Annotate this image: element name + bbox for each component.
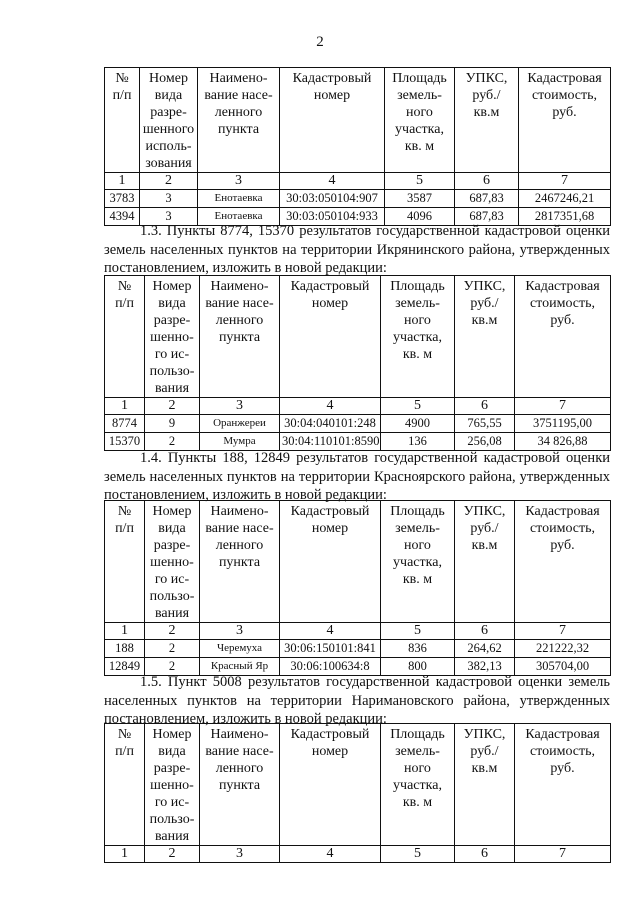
cell-cadastral-value: 305704,00: [515, 658, 611, 676]
column-number-row: [105, 846, 611, 863]
column-number: 1: [105, 623, 145, 640]
cell-row-number: 12849: [105, 658, 145, 676]
header-cell: Кадастровый номер: [280, 68, 385, 173]
header-row: [105, 501, 611, 623]
header-cell: Кадастровый номер: [280, 501, 381, 623]
column-number: 3: [200, 623, 280, 640]
header-cell: Кадастровая стоимость, руб.: [515, 501, 611, 623]
cell-cadastral-value: 2817351,68: [519, 208, 611, 226]
cell-use-type: 2: [145, 433, 200, 451]
cell-area: 4900: [381, 415, 455, 433]
header-cell: Номер вида разре- шенно- го ис- пользо- вания: [145, 724, 200, 846]
page-number: 2: [316, 34, 324, 50]
paragraph-1-4: 1.4. Пункты 188, 12849 результатов государственной кадастровой оценки земель населенных пунктов на территории Красноярского района, утвержденных постановлением, изложить в новой редакции:: [104, 450, 610, 503]
cell-area: 3587: [385, 190, 455, 208]
table-row: [105, 415, 611, 433]
cell-upks: 687,83: [455, 190, 519, 208]
paragraph-1-5: 1.5. Пункт 5008 результатов государственной кадастровой оценки земель населенных пунктов на территории Наримановского района, утвержденных постановлением, изложить в новой редакции:: [104, 674, 610, 727]
cell-use-type: 2: [145, 658, 200, 676]
column-number: 7: [515, 623, 611, 640]
header-cell: Наимено- вание насе- ленного пункта: [200, 501, 280, 623]
cell-cadastral-number: 30:06:150101:841: [280, 640, 381, 658]
table-1: [104, 67, 610, 226]
header-row: [105, 68, 611, 173]
column-number-row: [105, 173, 611, 190]
header-cell: УПКС, руб./ кв.м: [455, 724, 515, 846]
header-cell: Кадастровая стоимость, руб.: [515, 276, 611, 398]
cell-cadastral-number: 30:04:040101:248: [280, 415, 381, 433]
column-number: 6: [455, 846, 515, 863]
column-number: 4: [280, 623, 381, 640]
cell-upks: 765,55: [455, 415, 515, 433]
column-number: 6: [455, 623, 515, 640]
cell-upks: 256,08: [455, 433, 515, 451]
cell-row-number: 4394: [105, 208, 140, 226]
column-number: 5: [381, 398, 455, 415]
table-row: [105, 640, 611, 658]
header-cell: УПКС, руб./ кв.м: [455, 68, 519, 173]
cell-area: 4096: [385, 208, 455, 226]
cell-cadastral-number: 30:03:050104:933: [280, 208, 385, 226]
header-cell: Площадь земель- ного участка, кв. м: [385, 68, 455, 173]
header-cell: Площадь земель- ного участка, кв. м: [381, 276, 455, 398]
column-number: 6: [455, 398, 515, 415]
valuation-table-1: [104, 67, 611, 226]
cell-area: 136: [381, 433, 455, 451]
cell-cadastral-value: 3751195,00: [515, 415, 611, 433]
cell-use-type: 2: [145, 640, 200, 658]
column-number: 5: [381, 846, 455, 863]
header-cell: Площадь земель- ного участка, кв. м: [381, 501, 455, 623]
cell-area: 800: [381, 658, 455, 676]
cell-settlement: Красный Яр: [200, 658, 280, 676]
cell-row-number: 188: [105, 640, 145, 658]
column-number: 5: [381, 623, 455, 640]
column-number: 7: [515, 846, 611, 863]
column-number: 4: [280, 846, 381, 863]
header-cell: № п/п: [105, 501, 145, 623]
cell-settlement: Черемуха: [200, 640, 280, 658]
header-cell: Наимено- вание насе- ленного пункта: [200, 724, 280, 846]
column-number: 2: [145, 623, 200, 640]
valuation-table-2: [104, 275, 611, 451]
cell-cadastral-number: 30:04:110101:8590: [280, 433, 381, 451]
cell-upks: 264,62: [455, 640, 515, 658]
header-cell: № п/п: [105, 276, 145, 398]
column-number: 3: [200, 398, 280, 415]
header-cell: Номер вида разре- шенного исполь- зования: [140, 68, 198, 173]
cell-row-number: 3783: [105, 190, 140, 208]
header-row: [105, 724, 611, 846]
cell-settlement: Мумра: [200, 433, 280, 451]
column-number: 6: [455, 173, 519, 190]
header-cell: Кадастровая стоимость, руб.: [515, 724, 611, 846]
header-cell: № п/п: [105, 68, 140, 173]
table-4: [104, 723, 610, 863]
cell-use-type: 3: [140, 190, 198, 208]
table-row: [105, 190, 611, 208]
header-row: [105, 276, 611, 398]
column-number: 1: [105, 398, 145, 415]
cell-cadastral-value: 34 826,88: [515, 433, 611, 451]
table-3: [104, 500, 610, 676]
valuation-table-3: [104, 500, 611, 676]
column-number: 5: [385, 173, 455, 190]
header-cell: Кадастровая стоимость, руб.: [519, 68, 611, 173]
cell-settlement: Оранжереи: [200, 415, 280, 433]
column-number: 7: [519, 173, 611, 190]
cell-row-number: 15370: [105, 433, 145, 451]
cell-settlement: Енотаевка: [198, 190, 280, 208]
cell-settlement: Енотаевка: [198, 208, 280, 226]
header-cell: Кадастровый номер: [280, 724, 381, 846]
header-cell: Площадь земель- ного участка, кв. м: [381, 724, 455, 846]
cell-area: 836: [381, 640, 455, 658]
column-number-row: [105, 623, 611, 640]
cell-use-type: 3: [140, 208, 198, 226]
cell-cadastral-number: 30:06:100634:8: [280, 658, 381, 676]
header-cell: Наимено- вание насе- ленного пункта: [198, 68, 280, 173]
column-number: 4: [280, 398, 381, 415]
table-2: [104, 275, 610, 451]
paragraph-1-3: 1.3. Пункты 8774, 15370 результатов государственной кадастровой оценки земель населенных пунктов на территории Икрянинского района, утвержденных постановлением, изложить в новой редакции:: [104, 223, 610, 276]
column-number: 2: [145, 846, 200, 863]
column-number: 2: [140, 173, 198, 190]
column-number: 4: [280, 173, 385, 190]
header-cell: Кадастровый номер: [280, 276, 381, 398]
header-cell: УПКС, руб./ кв.м: [455, 501, 515, 623]
column-number: 3: [200, 846, 280, 863]
cell-use-type: 9: [145, 415, 200, 433]
cell-upks: 382,13: [455, 658, 515, 676]
valuation-table-4: [104, 723, 611, 863]
header-cell: № п/п: [105, 724, 145, 846]
table-row: [105, 433, 611, 451]
column-number: 1: [105, 846, 145, 863]
header-cell: Наимено- вание насе- ленного пункта: [200, 276, 280, 398]
cell-row-number: 8774: [105, 415, 145, 433]
column-number: 7: [515, 398, 611, 415]
column-number: 3: [198, 173, 280, 190]
cell-upks: 687,83: [455, 208, 519, 226]
cell-cadastral-value: 2467246,21: [519, 190, 611, 208]
cell-cadastral-number: 30:03:050104:907: [280, 190, 385, 208]
cell-cadastral-value: 221222,32: [515, 640, 611, 658]
header-cell: Номер вида разре- шенно- го ис- пользо- вания: [145, 276, 200, 398]
header-cell: Номер вида разре- шенно- го ис- пользо- вания: [145, 501, 200, 623]
header-cell: УПКС, руб./ кв.м: [455, 276, 515, 398]
column-number-row: [105, 398, 611, 415]
column-number: 1: [105, 173, 140, 190]
column-number: 2: [145, 398, 200, 415]
